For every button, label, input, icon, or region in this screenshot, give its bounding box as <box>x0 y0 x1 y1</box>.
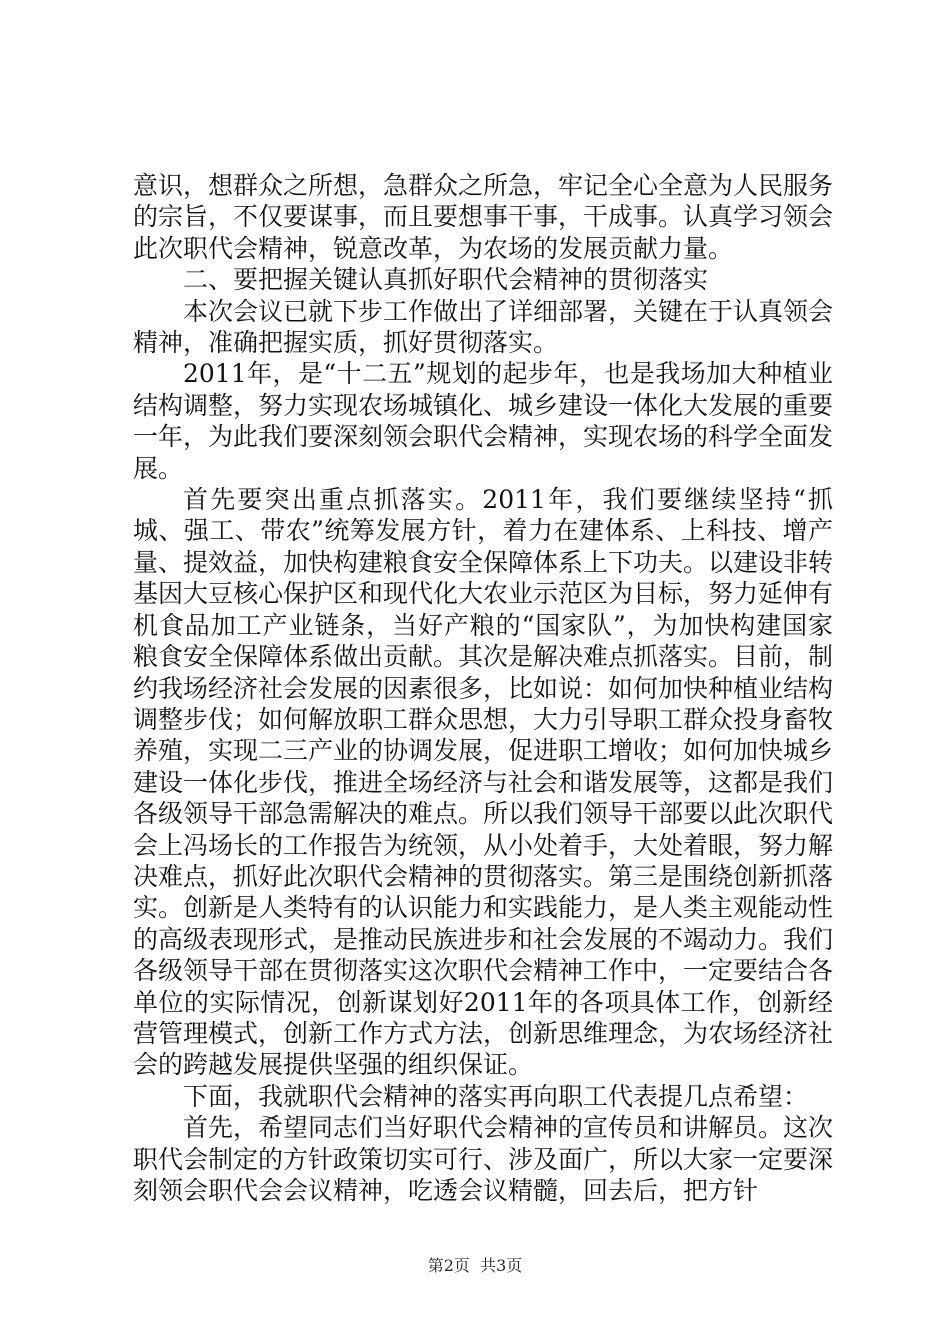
paragraph-7: 首先，希望同志们当好职代会精神的宣传员和讲解员。这次职代会制定的方针政策切实可行、涉及面广，所以大家一定要深刻领会职代会会议精神，吃透会议精髓，回去后，把方针 <box>133 1113 834 1205</box>
paragraph-4: 2011年，是“十二五”规划的起步年，也是我场加大种植业结构调整，努力实现农场城镇化、城乡建设一体化大发展的重要一年，为此我们要深刻领会职代会精神，实现农场的科学全面发展。 <box>133 359 834 483</box>
document-body <box>133 170 833 1206</box>
section-heading: 二、要把握关键认真抓好职代会精神的贯彻落实 <box>183 265 709 295</box>
paragraph-6: 下面，我就职代会精神的落实再向职工代表提几点希望： <box>183 1081 809 1111</box>
paragraph-5: 首先要突出重点抓落实。2011年，我们要继续坚持“抓城、强工、带农”统筹发展方针，着力在建体系、上科技、增产量、提效益，加快构建粮食安全保障体系上下功夫。以建设非转基因大豆核心保护区和现代化大农业示范区为目标，努力延伸有机食品加工产业链条，当好产粮的“国家队”，为加快构建国家粮食安全保障体系做出贡献。其次是解决难点抓落实。目前，制约我场经济社会发展的因素很多，比如说：如何加快种植业结构调整步伐；如何解放职工群众思想，大力引导职工群众投身畜牧养殖，实现二三产业的协调发展，促进职工增收；如何加快城乡建设一体化步伐，推进全场经济与社会和谐发展等，这都是我们各级领导干部急需解决的难点。所以我们领导干部要以此次职代会上冯场长的工作报告为统领，从小处着手，大处着眼，努力解决难点，抓好此次职代会精神的贯彻落实。第三是围绕创新抓落实。创新是人类特有的认识能力和实践能力，是人类主观能动性的高级表现形式，是推动民族进步和社会发展的不竭动力。我们各级领导干部在贯彻落实这次职代会精神工作中，一定要结合各单位的实际情况，创新谋划好2011年的各项具体工作，创新经营管理模式，创新工作方式方法，创新思维理念，为农场经济社会的跨越发展提供坚强的组织保证。 <box>133 485 834 1080</box>
paragraph-1: 意识，想群众之所想，急群众之所急，牢记全心全意为人民服务的宗旨，不仅要谋事，而且要想事干事，干成事。认真学习领会此次职代会精神，锐意改革，为农场的发展贡献力量。 <box>133 171 834 263</box>
page-footer: 第2页 共3页 <box>427 1256 523 1275</box>
paragraph-3: 本次会议已就下步工作做出了详细部署，关键在于认真领会精神，准确把握实质，抓好贯彻落实。 <box>133 296 834 358</box>
